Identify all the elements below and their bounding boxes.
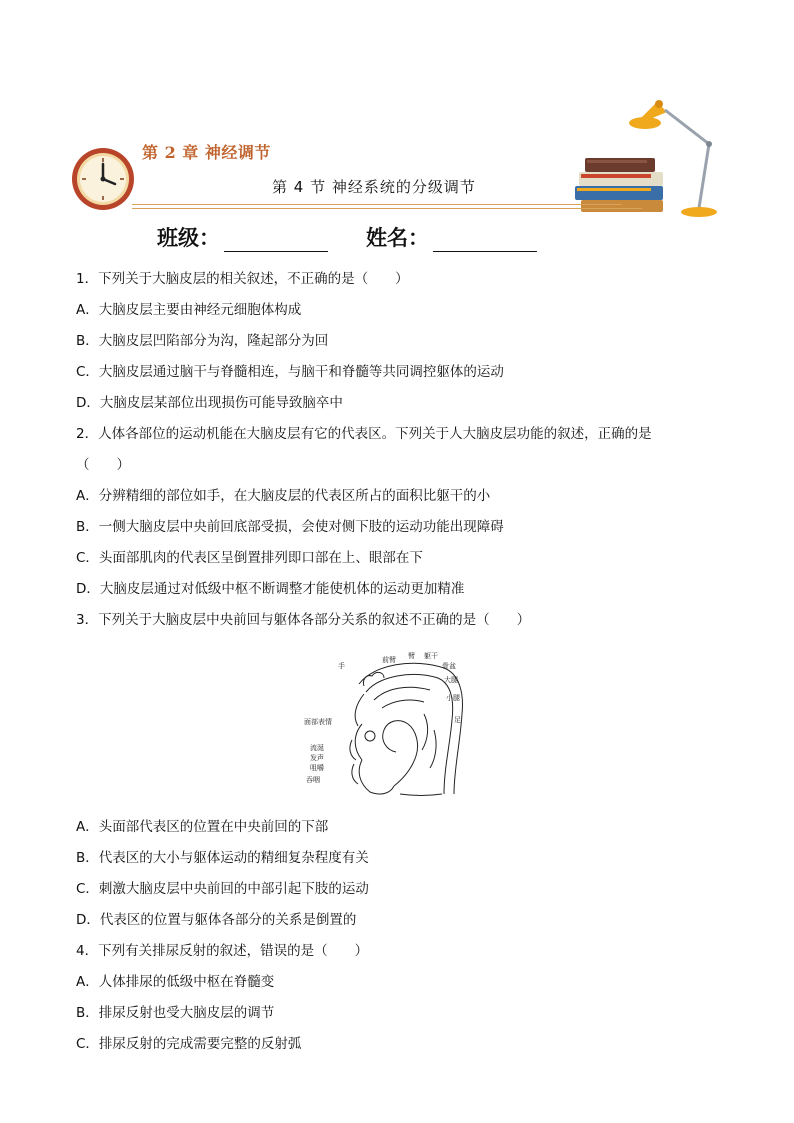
option-d: D．代表区的位置与躯体各部分的关系是倒置的 [76,912,357,928]
question-stem-continued: （ ） [76,457,130,473]
label-arm: 臂 [408,652,415,660]
label-chewing: 咀嚼 [310,764,324,772]
lamp-and-books-icon [575,96,725,221]
option-b: B．一侧大脑皮层中央前回底部受损，会使对侧下肢的运动功能出现障碍 [76,519,504,535]
label-shank: 小腿 [446,694,460,702]
student-info-row [157,222,537,252]
option-a: A．人体排尿的低级中枢在脊髓变 [76,974,275,990]
option-a: A．头面部代表区的位置在中央前回的下部 [76,819,329,835]
option-c: C．头面部肌肉的代表区呈倒置排列即口部在上、眼部在下 [76,550,423,566]
name-blank[interactable] [433,229,537,252]
class-label: 班级： [157,226,220,250]
label-pelvis: 骨盆 [442,662,456,670]
class-blank[interactable] [224,229,328,252]
label-foot: 足 [454,716,461,724]
label-hand: 手 [338,662,345,670]
section-title: 第 4 节 神经系统的分级调节 [272,178,476,196]
label-facial-expression: 面部表情 [304,718,332,726]
label-trunk: 躯干 [424,652,438,660]
option-c: C．排尿反射的完成需要完整的反射弧 [76,1036,302,1052]
option-c: C．刺激大脑皮层中央前回的中部引起下肢的运动 [76,881,369,897]
option-b: B．代表区的大小与躯体运动的精细复杂程度有关 [76,850,369,866]
header [70,96,730,221]
label-salivation: 流涎 [310,744,324,752]
question-stem: 3．下列关于大脑皮层中央前回与躯体各部分关系的叙述不正确的是（ ） [76,612,531,628]
header-rule [132,204,622,205]
label-forearm: 前臂 [382,656,396,664]
question-list [76,264,726,1060]
option-a: A．大脑皮层主要由神经元细胞体构成 [76,302,302,318]
question-stem: 4．下列有关排尿反射的叙述，错误的是（ ） [76,943,369,959]
chapter-title: 第 2 章 神经调节 [142,143,271,162]
name-label: 姓名： [366,226,429,250]
label-swallowing: 吞咽 [306,776,320,784]
option-d: D．大脑皮层某部位出现损伤可能导致脑卒中 [76,395,343,411]
figure-container [76,636,726,812]
motor-cortex-homunculus-figure [304,644,484,804]
question-stem: 1．下列关于大脑皮层的相关叙述，不正确的是（ ） [76,271,409,287]
option-b: B．大脑皮层凹陷部分为沟，隆起部分为回 [76,333,329,349]
header-rule [132,208,642,209]
option-c: C．大脑皮层通过脑干与脊髓相连，与脑干和脊髓等共同调控躯体的运动 [76,364,504,380]
option-b: B．排尿反射也受大脑皮层的调节 [76,1005,275,1021]
option-d: D．大脑皮层通过对低级中枢不断调整才能使机体的运动更加精准 [76,581,465,597]
question-stem: 2．人体各部位的运动机能在大脑皮层有它的代表区。下列关于人大脑皮层功能的叙述，正确的是 [76,426,652,442]
option-a: A．分辨精细的部位如手，在大脑皮层的代表区所占的面积比躯干的小 [76,488,491,504]
label-vocalization: 发声 [310,754,324,762]
label-thigh: 大腿 [444,676,458,684]
clock-icon [70,146,136,212]
